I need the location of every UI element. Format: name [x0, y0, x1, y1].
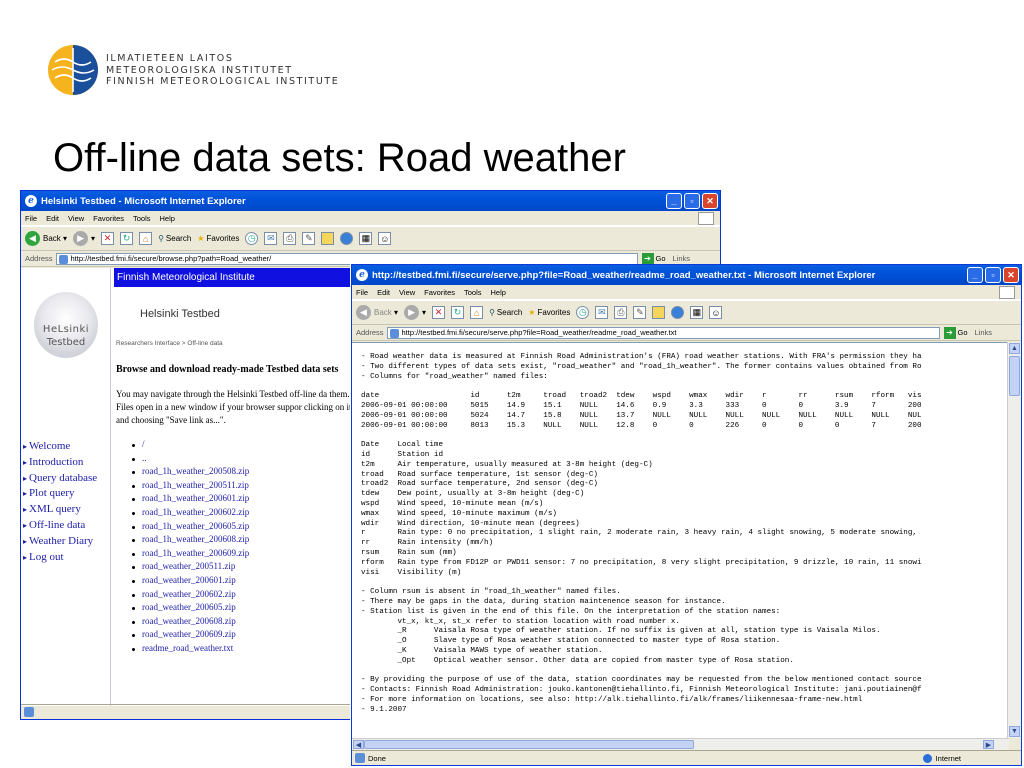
go-arrow-icon: ➔ [944, 327, 956, 339]
menu-view[interactable]: View [399, 287, 416, 297]
menu-file[interactable]: File [25, 213, 38, 223]
window-title: http://testbed.fmi.fi/secure/serve.php?file=Road_weather/readme_road_weather.txt - Microsoft Internet Explorer [372, 269, 876, 281]
nav-off-line-data[interactable]: ▸ Off-line data [23, 518, 97, 534]
menu-bar [21, 211, 720, 226]
scroll-down-icon[interactable]: ▼ [1009, 726, 1020, 737]
institute-name [106, 53, 339, 88]
file-link[interactable]: road_weather_200609.zip [136, 628, 249, 642]
back-button[interactable]: ◀ Back ▾ [25, 231, 67, 246]
browser-window-readme[interactable] [351, 264, 1022, 766]
browse-heading: Browse and download ready-made Testbed data sets [116, 364, 339, 375]
file-link[interactable]: road_1h_weather_200608.zip [136, 533, 249, 547]
search-button[interactable] [489, 308, 522, 317]
menu-tools[interactable]: Tools [133, 213, 151, 223]
status-text: Done [368, 753, 386, 763]
menu-edit[interactable]: Edit [377, 287, 391, 297]
toolbar [21, 226, 720, 251]
file-link[interactable]: / [136, 438, 249, 452]
menu-edit[interactable]: Edit [46, 213, 60, 223]
mail-icon[interactable]: ✉ [264, 232, 277, 245]
intro-text: You may navigate through the Helsinki Testbed off-line da them. Files open in a new window if your browser suppor clicking on it and choosing "Save link as...". [116, 389, 352, 425]
institute-name-en: FINNISH METEOROLOGICAL INSTITUTE [106, 76, 340, 87]
refresh-icon[interactable]: ↻ [120, 232, 133, 245]
globe-icon [923, 754, 932, 763]
menu-favorites[interactable]: Favorites [424, 287, 455, 297]
edit-icon[interactable]: ✎ [633, 306, 646, 319]
favorites-button[interactable] [528, 308, 570, 317]
stop-icon[interactable]: ✕ [101, 232, 114, 245]
file-link[interactable]: readme_road_weather.txt [136, 642, 249, 656]
fmi-logo-icon [47, 44, 99, 96]
scroll-left-icon[interactable]: ◀ [353, 740, 364, 749]
logo-text-helsinki: HeLsinki [42, 324, 90, 335]
close-button[interactable]: ✕ [1003, 267, 1019, 283]
links-button[interactable]: Links [672, 254, 691, 263]
home-icon[interactable]: ⌂ [470, 306, 483, 319]
logo-text-testbed: Testbed [46, 337, 86, 348]
messenger-icon[interactable] [340, 232, 353, 245]
breadcrumb: Researchers Interface > Off-line data [116, 340, 223, 347]
horizontal-scroll-thumb[interactable] [364, 740, 694, 749]
ie-icon: e [356, 269, 368, 281]
title-bar[interactable] [352, 265, 1021, 285]
file-link[interactable]: road_weather_200511.zip [136, 560, 249, 574]
minimize-button[interactable]: _ [967, 267, 983, 283]
forward-arrow-icon: ▶ [73, 231, 88, 246]
windows-logo-icon [698, 212, 714, 225]
nav-xml-query[interactable]: ▸ XML query [23, 502, 97, 518]
search-icon: ⚲ [158, 234, 164, 243]
back-label: Back [43, 234, 61, 243]
address-input[interactable]: http://testbed.fmi.fi/secure/serve.php?file=Road_weather/readme_road_weather.txt [387, 327, 940, 339]
menu-help[interactable]: Help [159, 213, 175, 223]
institute-name-sv: METEOROLOGISKA INSTITUTET [106, 64, 293, 76]
file-link[interactable]: road_1h_weather_200602.zip [136, 506, 249, 520]
home-icon[interactable]: ⌂ [139, 232, 152, 245]
file-link[interactable]: road_1h_weather_200508.zip [136, 465, 249, 479]
readme-content [352, 342, 1009, 738]
ie-icon: e [25, 195, 37, 207]
slide-title: Off-line data sets: Road weather [53, 136, 626, 180]
maximize-button[interactable]: ▫ [684, 193, 700, 209]
helsinki-testbed-logo [34, 292, 98, 358]
scroll-up-icon[interactable]: ▲ [1009, 343, 1020, 354]
zone-label: Internet [935, 754, 961, 763]
favorites-label: Favorites [206, 234, 240, 243]
vertical-scroll-thumb[interactable] [1009, 356, 1020, 396]
refresh-icon[interactable]: ↻ [451, 306, 464, 319]
print-icon[interactable]: ⎙ [614, 306, 627, 319]
research-icon[interactable]: ▦ [359, 232, 372, 245]
links-button[interactable]: Links [974, 328, 993, 337]
address-label: Address [356, 328, 384, 337]
file-link[interactable]: .. [136, 452, 249, 466]
menu-tools[interactable]: Tools [464, 287, 482, 297]
nav-weather-diary[interactable]: ▸ Weather Diary [23, 534, 97, 550]
forward-button[interactable]: ▶ ▾ [404, 305, 426, 320]
menu-bar [352, 285, 1021, 300]
sidebar [21, 268, 111, 706]
institute-bar: Finnish Meteorological Institute [114, 268, 721, 287]
stop-icon[interactable]: ✕ [432, 306, 445, 319]
vertical-scrollbar[interactable] [1007, 342, 1021, 738]
nav-introduction[interactable]: ▸ Introduction [23, 455, 97, 471]
address-bar [352, 325, 1021, 341]
go-arrow-icon: ➔ [642, 253, 654, 265]
nav-plot-query[interactable]: ▸ Plot query [23, 486, 97, 502]
go-button[interactable] [944, 327, 968, 339]
page-done-icon [355, 753, 365, 763]
window-title: Helsinki Testbed - Microsoft Internet Explorer [41, 195, 246, 207]
go-label: Go [655, 254, 666, 263]
page-status-icon [24, 707, 34, 717]
windows-logo-icon [999, 286, 1015, 299]
file-list [136, 438, 249, 656]
horizontal-scrollbar[interactable] [352, 738, 1009, 750]
title-bar[interactable] [21, 191, 720, 211]
minimize-button[interactable]: _ [666, 193, 682, 209]
file-link[interactable]: road_weather_200602.zip [136, 588, 249, 602]
address-label: Address [25, 254, 53, 263]
mail-icon[interactable]: ✉ [595, 306, 608, 319]
address-input[interactable]: http://testbed.fmi.fi/secure/browse.php?path=Road_weather/ [56, 253, 638, 265]
menu-favorites[interactable]: Favorites [93, 213, 124, 223]
back-label: Back [374, 308, 392, 317]
back-arrow-icon: ◀ [356, 305, 371, 320]
edit-icon[interactable]: ✎ [302, 232, 315, 245]
go-button[interactable] [642, 253, 666, 265]
star-icon: ★ [197, 234, 205, 243]
file-link[interactable]: road_1h_weather_200605.zip [136, 520, 249, 534]
search-icon: ⚲ [489, 308, 495, 317]
file-link[interactable]: road_1h_weather_200609.zip [136, 547, 249, 561]
star-icon: ★ [528, 308, 536, 317]
file-link[interactable]: road_1h_weather_200511.zip [136, 479, 249, 493]
print-icon[interactable]: ⎙ [283, 232, 296, 245]
messenger-people-icon[interactable]: ☺ [380, 233, 390, 244]
maximize-button[interactable]: ▫ [985, 267, 1001, 283]
forward-arrow-icon: ▶ [404, 305, 419, 320]
history-icon[interactable]: ◷ [245, 232, 258, 245]
favorites-label: Favorites [537, 308, 571, 317]
search-label: Search [165, 234, 192, 243]
scroll-right-icon[interactable]: ▶ [983, 740, 994, 749]
history-icon[interactable]: ◷ [576, 306, 589, 319]
file-link[interactable]: road_weather_200608.zip [136, 615, 249, 629]
forward-button[interactable]: ▶ ▾ [73, 231, 95, 246]
back-arrow-icon: ◀ [25, 231, 40, 246]
favorites-button[interactable] [197, 234, 239, 243]
readme-text: - Road weather data is measured at Finnish Road Administration's (FRA) road weather stations. With FRA's permission they ha - Two different types of data sets exist, "road_weather" and "road_1h_weather". The former contains values obtained from Ro - Columns for "road_weather" named files: date id t2m troad troad2 tdew wspd wmax wdir r rr rsum rform vis 2006-09-01 00:00:00 5015 14.9 15.1 NULL 14.6 0.9 3.3 333 0 0 3.9 7 200 2006-09-01 00:00:00 5024 14.7 15.8 NULL 13.7 NULL NULL NULL NULL NULL NULL NULL NUL 2006-09-01 00:00:00 8013 15.3 NULL NULL 12.8 0 0 226 0 0 0 7 200 Date Local time id Station id t2m Air temperature, usually measured at 3-8m height (deg-C) troad Road surface temperature, 1st sensor (deg-C) troad2 Road surface temperature, 2nd sensor (deg-C) tdew Dew point, usually at 3-8m height (deg-C) wspd Wind speed, 10-minute mean (m/s) wmax Wind speed, 10-minute maximum (m/s) wdir Wind direction, 10-minute mean (degrees) r Rain type: 0 no precipitation, 1 slight rain, 2 moderate rain, 3 heavy rain, 4 slight snowing, 5 moderate snowing, rr Rain intensity (mm/h) rsum Rain sum (mm) rform Rain type from FD12P or PWD11 sensor: 7 no precipitation, 8 very slight precipitation, 9 drizzle, 10 rain, 11 snowi visi Visibility (m) - Column rsum is absent in "road_1h_weather" named files. - There may be gaps in the data, during station maintenence season for instance. - Station list is given in the end of this file. On the interpretation of the station names: vt_x, kt_x, st_x refer to station location with road number x. _R Vaisala Rosa type of weather station. If no suffix is given at all, station type is Vaisala Milos. _O Slave type of Rosa weather station connected to master type of Rosa station. _K Vaisala MAWS type of weather station. _Opt Optical weather sensor. Other data are copied from master type of Rosa station. - By providing the purpose of use of the data, station coordinates may be requested from the below mentioned contact source - Contacts: Finnish Road Administration: jouko.kantonen@tiehallinto.fi, Finnish Meteorological Institute: jani.poutiainen@f - For more information on locations, see also: http://alk.tiehallinto.fi/alk/frames/liikennesaa-frame-new.html - 9.1.2007 [361, 353, 922, 714]
folder-icon[interactable] [652, 306, 665, 319]
nav-log-out[interactable]: ▸ Log out [23, 550, 97, 566]
menu-file[interactable]: File [356, 287, 369, 297]
file-link[interactable]: road_1h_weather_200601.zip [136, 492, 249, 506]
messenger-icon[interactable] [671, 306, 684, 319]
file-link[interactable]: road_weather_200605.zip [136, 601, 249, 615]
close-button[interactable]: ✕ [702, 193, 718, 209]
side-nav [23, 439, 97, 565]
institute-name-fi: ILMATIETEEN LAITOS [106, 53, 234, 64]
file-link[interactable]: road_weather_200601.zip [136, 574, 249, 588]
toolbar [352, 300, 1021, 325]
nav-welcome[interactable]: ▸ Welcome [23, 439, 97, 455]
page-heading: Helsinki Testbed [140, 308, 220, 320]
menu-help[interactable]: Help [490, 287, 506, 297]
messenger-people-icon[interactable]: ☺ [711, 307, 721, 318]
menu-view[interactable]: View [68, 213, 85, 223]
status-bar [352, 750, 1021, 765]
back-button[interactable]: ◀ Back ▾ [356, 305, 398, 320]
research-icon[interactable]: ▦ [690, 306, 703, 319]
search-label: Search [496, 308, 523, 317]
nav-query-database[interactable]: ▸ Query database [23, 471, 97, 487]
go-label: Go [957, 328, 968, 337]
zone-indicator [923, 754, 961, 763]
search-button[interactable] [158, 234, 191, 243]
folder-icon[interactable] [321, 232, 334, 245]
